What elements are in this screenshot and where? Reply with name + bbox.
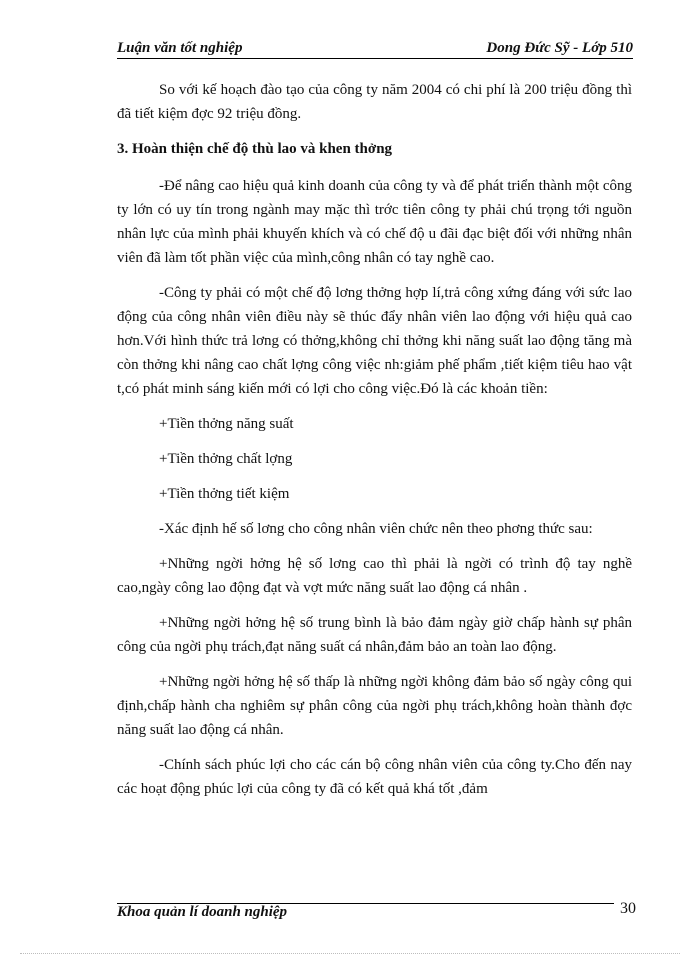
list-item-savings-bonus: +Tiền thởng tiết kiệm xyxy=(159,486,290,502)
page-bottom-divider xyxy=(20,953,680,954)
header-author: Dong Đức Sỹ - Lớp 510 xyxy=(486,40,633,56)
paragraph-training-savings: So với kế hoạch đào tạo của công ty năm 2004 có chi phí là 200 triệu đồng thì đã tiết kiệm đợc 92 triệu đồng. xyxy=(117,82,632,122)
footer-faculty: Khoa quản lí doanh nghiệp xyxy=(117,904,288,920)
paragraph-coefficient: -Xác định hế số lơng cho công nhân viên chức nên theo phơng thức sau: xyxy=(159,521,593,537)
page-number: 30 xyxy=(620,900,636,917)
paragraph-low-coefficient: +Những ngời hởng hệ số thấp là những ngời không đảm bảo số ngày công qui định,chấp hành cha nghiêm sự phân công của ngời phụ trách,không hoàn thành đợc năng suất lao động cá nhân. xyxy=(117,674,632,738)
header-thesis-title: Luận văn tốt nghiệp xyxy=(117,40,243,56)
paragraph-motivation: -Để nâng cao hiệu quả kinh doanh của công ty và để phát triển thành một công ty lớn có uy tín trong ngành may mặc thì trớc tiên công ty phải chú trọng tới nguồn nhân lực của mình phải khuyến khích và có chế độ u đãi đạc biệt đối với những nhân viên đã làm tốt phần việc của mình,công nhân có tay nghề cao. xyxy=(117,178,632,266)
page-header xyxy=(117,40,633,59)
paragraph-salary-bonus: -Công ty phải có một chế độ lơng thởng hợp lí,trả công xứng đáng với sức lao động của công nhân viên điều này sẽ thúc đẩy nhân viên lao động với hiệu quả cao hơn.Với hình thức trả lơng có thởng,không chỉ thởng khi năng suất lao động tăng mà còn thởng khi nâng cao chất lợng công việc nh:giảm phế phẩm ,tiết kiệm tiêu hao vật t,có phát minh sáng kiến mới có lợi cho công việc.Đó là các khoản tiền: xyxy=(117,285,632,397)
paragraph-medium-coefficient: +Những ngời hởng hệ số trung bình là bảo đảm ngày giờ chấp hành sự phân công của ngời phụ trách,đạt năng suất cá nhân,đảm bảo an toàn lao động. xyxy=(117,615,632,655)
section-heading: 3. Hoàn thiện chế độ thù lao và khen thởng xyxy=(117,141,393,157)
paragraph-welfare: -Chính sách phúc lợi cho các cán bộ công nhân viên của công ty.Cho đến nay các hoạt động phúc lợi của công ty đã có kết quả khá tốt ,đảm xyxy=(117,757,632,797)
list-item-quality-bonus: +Tiền thởng chất lợng xyxy=(159,451,293,467)
page-body xyxy=(117,78,632,812)
paragraph-high-coefficient: +Những ngời hởng hệ số lơng cao thì phải là ngời có trình độ tay nghề cao,ngày công lao động đạt và vợt mức năng suất lao động cá nhân . xyxy=(117,556,632,596)
list-item-productivity-bonus: +Tiền thởng năng suất xyxy=(159,416,294,432)
